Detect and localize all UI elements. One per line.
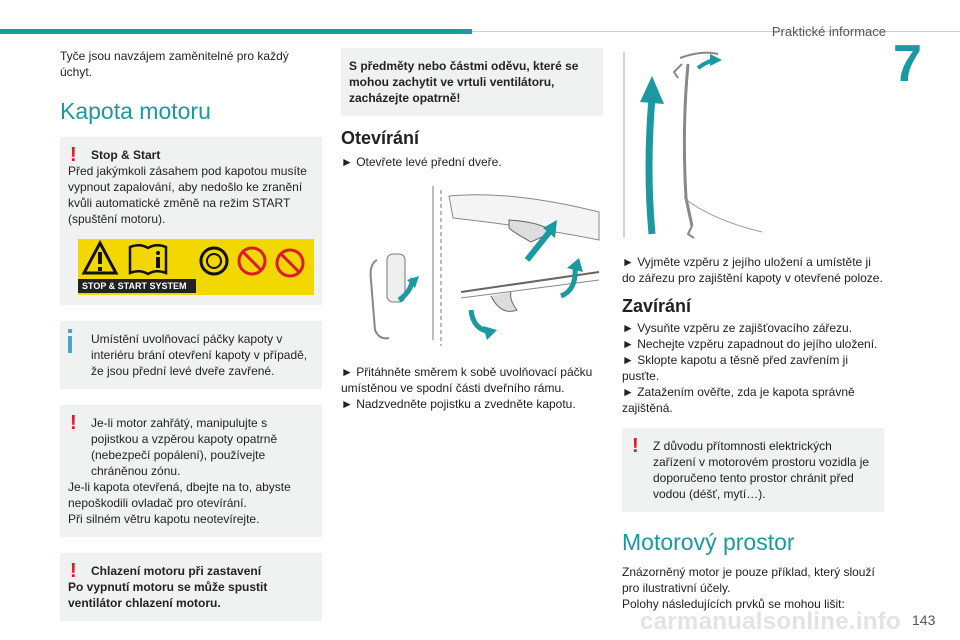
step-text: ► Vyjměte vzpěru z jejího uložení a umístěte ji do zářezu pro zajištění kapoty v otevřené poloze. — [622, 255, 883, 285]
stop-start-label: STOP & START SYSTEM — [82, 281, 187, 291]
header-accent-bar — [0, 29, 472, 34]
heading-opening: Otevírání — [341, 128, 420, 148]
info-text: Umístění uvolňovací páčky kapoty v interiéru brání otevření kapoty v případě, že jsou přední levé dveře zavřené. — [91, 332, 308, 378]
warning-icon: ! — [70, 144, 77, 166]
intro-text: Tyče jsou navzájem zaměnitelné pro každý úchyt. — [60, 49, 289, 79]
column-2 — [341, 48, 603, 412]
stop-start-warning-pictograms — [78, 239, 314, 295]
warning-box-hot-engine — [60, 405, 322, 537]
warning-title: Stop & Start — [91, 148, 161, 162]
step-text: ► Zatažením ověřte, zda je kapota správně zajištěná. — [622, 385, 855, 415]
warning-text: Před jakýmkoli zásahem pod kapotou musíte vypnout zapalování, aby nedošlo ke zranění kvůli automatické změně na režim START (spuštění motoru). — [68, 164, 307, 226]
info-icon — [68, 329, 73, 353]
info-box — [60, 321, 322, 389]
warning-box-water — [622, 428, 884, 512]
warning-text: Po vypnutí motoru se může spustit ventilátor chlazení motoru. — [68, 580, 268, 610]
step-text: ► Nadzvedněte pojistku a zvedněte kapotu. — [341, 397, 576, 411]
warning-box-stop-start — [60, 137, 322, 305]
chapter-number: 7 — [893, 35, 922, 93]
page-number: 143 — [912, 612, 936, 628]
header-divider — [472, 31, 960, 32]
warning-text: Je-li motor zahřátý, manipulujte s pojistkou a vzpěrou kapoty opatrně (nebezpečí popálení), používejte chráněnou zónu. — [91, 416, 278, 478]
header-title: Praktické informace — [771, 24, 886, 39]
caution-text: S předměty nebo částmi oděvu, které se mohou zachytit ve vrtuli ventilátoru, zacházejte opatrně! — [349, 59, 579, 105]
warning-text: Z důvodu přítomnosti elektrických zařízení v motorovém prostoru vozidla je doporučeno tento prostor chránit před vodou (déšť, mytí…). — [653, 439, 870, 501]
step-text: ► Přitáhněte směrem k sobě uvolňovací páčku umístěnou ve spodní části dveřního rámu. — [341, 365, 593, 395]
warning-text: Je-li kapota otevřená, dbejte na to, abyste nepoškodili ovladač pro otevírání. — [68, 480, 291, 510]
step-text: ► Otevřete levé přední dveře. — [341, 155, 502, 169]
warning-icon: ! — [632, 435, 639, 457]
column-3 — [622, 48, 884, 612]
outro-text: Znázorněný motor je pouze příklad, který slouží pro ilustrativní účely. — [622, 565, 875, 595]
step-text: ► Nechejte vzpěru zapadnout do jejího uložení. — [622, 337, 878, 351]
step-text: ► Vysuňte vzpěru ze zajišťovacího zářezu. — [622, 321, 853, 335]
section-title-hood: Kapota motoru — [60, 98, 211, 124]
warning-box-cooling — [60, 553, 322, 621]
hood-prop-rod-illustration — [622, 48, 884, 242]
warning-text: Při silném větru kapotu neotevírejte. — [68, 512, 260, 526]
column-1 — [60, 48, 322, 621]
hood-release-illustration — [341, 180, 603, 348]
section-title-engine-compartment: Motorový prostor — [622, 529, 795, 555]
outro-text: Polohy následujících prvků se mohou lišit: — [622, 597, 845, 611]
warning-title: Chlazení motoru při zastavení — [91, 564, 262, 578]
warning-icon: ! — [70, 412, 77, 434]
watermark: carmanualsonline.info — [640, 608, 902, 635]
step-text: ► Sklopte kapotu a těsně před zavřením ji pusťte. — [622, 353, 848, 383]
heading-closing: Zavírání — [622, 296, 692, 316]
warning-icon: ! — [70, 560, 77, 582]
caution-box — [341, 48, 603, 116]
